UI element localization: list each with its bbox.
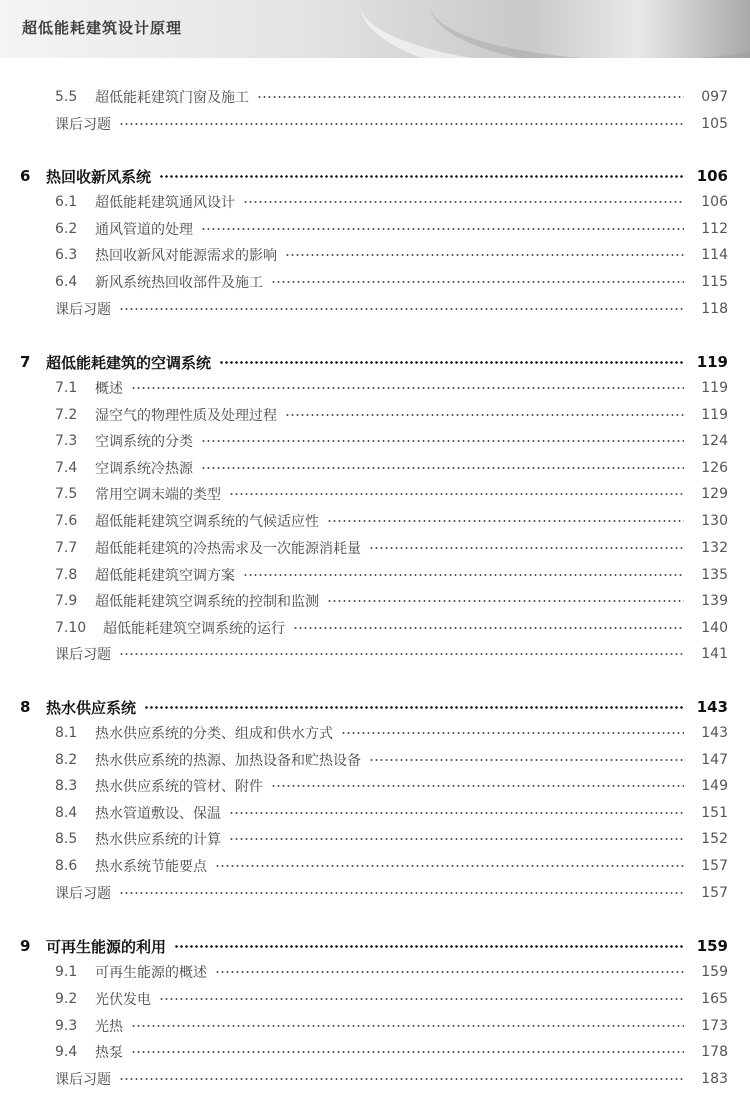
toc-section-row[interactable] bbox=[0, 218, 750, 240]
toc-page-number: 139 bbox=[701, 593, 728, 609]
toc-page-number: 118 bbox=[701, 301, 728, 317]
toc-entry-title: 超低能耗建筑的冷热需求及一次能源消耗量 bbox=[95, 541, 361, 557]
toc-section-row[interactable] bbox=[0, 722, 750, 744]
dot-leader bbox=[243, 201, 684, 203]
toc-entry-title: 概述 bbox=[95, 381, 123, 397]
toc-entry-title: 热水管道敷设、保温 bbox=[95, 806, 221, 822]
toc-section-row[interactable] bbox=[0, 564, 750, 586]
dot-leader bbox=[144, 706, 684, 709]
toc-page-number: 106 bbox=[696, 167, 728, 185]
toc-entry-title: 课后习题 bbox=[55, 117, 111, 133]
toc-entry-number: 7.6 bbox=[55, 513, 78, 529]
toc-page-number: 147 bbox=[701, 752, 728, 768]
dot-leader bbox=[201, 228, 684, 230]
toc-entry-title: 光热 bbox=[95, 1019, 123, 1035]
dot-leader bbox=[119, 123, 684, 125]
toc-entry-title: 空调系统冷热源 bbox=[95, 461, 193, 477]
toc-entry-title: 新风系统热回收部件及施工 bbox=[95, 275, 263, 291]
toc-page-number: 130 bbox=[701, 513, 728, 529]
toc-entry-title: 热水供应系统的计算 bbox=[95, 832, 221, 848]
toc-section-row[interactable] bbox=[0, 988, 750, 1010]
toc-page-number: 173 bbox=[701, 1018, 728, 1034]
toc-chapter-row[interactable] bbox=[0, 935, 750, 957]
toc-entry-number: 9.2 bbox=[55, 991, 78, 1007]
toc-page-number: 149 bbox=[701, 778, 728, 794]
toc-entry-title: 常用空调末端的类型 bbox=[95, 487, 221, 503]
toc-entry-number: 8.1 bbox=[55, 725, 78, 741]
toc-entry-number: 7.3 bbox=[55, 433, 78, 449]
toc-entry-title: 热水供应系统的管材、附件 bbox=[95, 779, 263, 795]
toc-page-number: 114 bbox=[701, 247, 728, 263]
toc-page-number: 152 bbox=[701, 831, 728, 847]
toc-section-row[interactable] bbox=[0, 191, 750, 213]
toc-page-number: 097 bbox=[701, 89, 728, 105]
toc-entry-number: 7.1 bbox=[55, 380, 78, 396]
toc-page-number: 119 bbox=[701, 407, 728, 423]
toc-page-number: 105 bbox=[701, 116, 728, 132]
toc-entry-number: 6.2 bbox=[55, 221, 78, 237]
toc-page-number: 132 bbox=[701, 540, 728, 556]
toc-page-number: 159 bbox=[696, 937, 728, 955]
dot-leader bbox=[131, 1025, 684, 1027]
toc-entry-number: 7.4 bbox=[55, 460, 78, 476]
toc-entry-number: 8.3 bbox=[55, 778, 78, 794]
toc-entry-number: 8.6 bbox=[55, 858, 78, 874]
dot-leader bbox=[215, 865, 684, 867]
toc-page-number: 140 bbox=[701, 620, 728, 636]
toc-entry-title: 课后习题 bbox=[55, 886, 111, 902]
toc-page-number: 157 bbox=[701, 858, 728, 874]
toc-entry-title: 通风管道的处理 bbox=[95, 222, 193, 238]
toc-section-row[interactable] bbox=[0, 775, 750, 797]
toc-entry-title: 超低能耗建筑空调系统的运行 bbox=[103, 621, 285, 637]
toc-entry-title: 热水系统节能要点 bbox=[95, 859, 207, 875]
dot-leader bbox=[327, 520, 684, 522]
toc-entry-number: 8.4 bbox=[55, 805, 78, 821]
dot-leader bbox=[327, 600, 684, 602]
dot-leader bbox=[243, 574, 684, 576]
toc-page-number: 143 bbox=[701, 725, 728, 741]
page-header bbox=[0, 0, 750, 58]
toc-entry-title: 可再生能源的利用 bbox=[46, 937, 167, 956]
toc-entry-number: 8 bbox=[20, 698, 31, 716]
toc-page-number: 165 bbox=[701, 991, 728, 1007]
dot-leader bbox=[341, 732, 684, 734]
toc-entry-number: 9 bbox=[20, 937, 31, 955]
toc-entry-title: 光伏发电 bbox=[95, 992, 151, 1008]
toc-page-number: 119 bbox=[696, 353, 728, 371]
toc-section-row[interactable] bbox=[0, 961, 750, 983]
dot-leader bbox=[271, 281, 684, 283]
toc-page-number: 178 bbox=[701, 1044, 728, 1060]
toc-section-row[interactable] bbox=[0, 828, 750, 850]
toc-exercise-row[interactable] bbox=[0, 1068, 750, 1090]
book-title: 超低能耗建筑设计原理 bbox=[22, 19, 183, 37]
toc-exercise-row[interactable] bbox=[0, 113, 750, 135]
toc-page-number: 135 bbox=[701, 567, 728, 583]
toc-page-number: 124 bbox=[701, 433, 728, 449]
toc-entry-title: 可再生能源的概述 bbox=[95, 965, 207, 981]
toc-entry-number: 5.5 bbox=[55, 89, 78, 105]
toc-entry-title: 空调系统的分类 bbox=[95, 434, 193, 450]
toc-section-row[interactable] bbox=[0, 404, 750, 426]
toc-entry-number: 7.9 bbox=[55, 593, 78, 609]
toc-entry-title: 超低能耗建筑空调方案 bbox=[95, 568, 235, 584]
toc-section-row[interactable] bbox=[0, 590, 750, 612]
toc-entry-title: 热回收新风系统 bbox=[46, 167, 152, 186]
toc-entry-number: 6.3 bbox=[55, 247, 78, 263]
toc-section-row[interactable] bbox=[0, 244, 750, 266]
dot-leader bbox=[131, 387, 684, 389]
toc-entry-number: 7.8 bbox=[55, 567, 78, 583]
toc-section-row[interactable] bbox=[0, 86, 750, 108]
toc-entry-number: 9.4 bbox=[55, 1044, 78, 1060]
dot-leader bbox=[229, 812, 684, 814]
toc-entry-title: 超低能耗建筑空调系统的气候适应性 bbox=[95, 514, 319, 530]
dot-leader bbox=[369, 759, 684, 761]
toc-page-number: 119 bbox=[701, 380, 728, 396]
dot-leader bbox=[159, 998, 684, 1000]
toc-section-row[interactable] bbox=[0, 1041, 750, 1063]
dot-leader bbox=[215, 971, 684, 973]
toc-section-row[interactable] bbox=[0, 271, 750, 293]
toc-page-number: 112 bbox=[701, 221, 728, 237]
dot-leader bbox=[369, 547, 684, 549]
dot-leader bbox=[119, 892, 684, 894]
dot-leader bbox=[201, 467, 684, 469]
dot-leader bbox=[271, 785, 684, 787]
toc-entry-number: 7.2 bbox=[55, 407, 78, 423]
dot-leader bbox=[219, 361, 684, 364]
toc-entry-number: 7.10 bbox=[55, 620, 87, 636]
dot-leader bbox=[119, 1078, 684, 1080]
toc-section-row[interactable] bbox=[0, 855, 750, 877]
toc-exercise-row[interactable] bbox=[0, 643, 750, 665]
toc-page-number: 183 bbox=[701, 1071, 728, 1087]
toc-section-row[interactable] bbox=[0, 483, 750, 505]
toc-entry-title: 课后习题 bbox=[55, 302, 111, 318]
toc-entry-number: 6.4 bbox=[55, 274, 78, 290]
toc-entry-title: 超低能耗建筑通风设计 bbox=[95, 195, 235, 211]
toc-entry-number: 8.5 bbox=[55, 831, 78, 847]
toc-page-number: 106 bbox=[701, 194, 728, 210]
toc-entry-number: 7.7 bbox=[55, 540, 78, 556]
dot-leader bbox=[159, 175, 684, 178]
toc-entry-title: 超低能耗建筑门窗及施工 bbox=[95, 90, 249, 106]
toc-section-row[interactable] bbox=[0, 430, 750, 452]
toc-page-number: 129 bbox=[701, 486, 728, 502]
toc-entry-number: 7.5 bbox=[55, 486, 78, 502]
dot-leader bbox=[229, 838, 684, 840]
dot-leader bbox=[229, 493, 684, 495]
toc-entry-title: 热水供应系统的分类、组成和供水方式 bbox=[95, 726, 333, 742]
toc-entry-title: 热回收新风对能源需求的影响 bbox=[95, 248, 277, 264]
toc-section-row[interactable] bbox=[0, 617, 750, 639]
toc-entry-title: 课后习题 bbox=[55, 647, 111, 663]
toc-entry-number: 8.2 bbox=[55, 752, 78, 768]
toc-exercise-row[interactable] bbox=[0, 298, 750, 320]
toc-chapter-row[interactable] bbox=[0, 351, 750, 373]
toc-entry-title: 热泵 bbox=[95, 1045, 123, 1061]
toc-page-number: 115 bbox=[701, 274, 728, 290]
dot-leader bbox=[201, 440, 684, 442]
toc-page-number: 126 bbox=[701, 460, 728, 476]
toc-entry-title: 热水供应系统的热源、加热设备和贮热设备 bbox=[95, 753, 361, 769]
toc-section-row[interactable] bbox=[0, 1015, 750, 1037]
toc-entry-number: 7 bbox=[20, 353, 31, 371]
dot-leader bbox=[119, 308, 684, 310]
toc-section-row[interactable] bbox=[0, 457, 750, 479]
toc-entry-number: 9.1 bbox=[55, 964, 78, 980]
dot-leader bbox=[257, 96, 684, 98]
toc-entry-title: 课后习题 bbox=[55, 1072, 111, 1088]
toc-section-row[interactable] bbox=[0, 377, 750, 399]
toc-page-number: 141 bbox=[701, 646, 728, 662]
dot-leader bbox=[293, 627, 684, 629]
toc-section-row[interactable] bbox=[0, 802, 750, 824]
toc-chapter-row[interactable] bbox=[0, 696, 750, 718]
toc-chapter-row[interactable] bbox=[0, 165, 750, 187]
dot-leader bbox=[131, 1051, 684, 1053]
dot-leader bbox=[119, 653, 684, 655]
toc-exercise-row[interactable] bbox=[0, 882, 750, 904]
toc-entry-title: 超低能耗建筑空调系统的控制和监测 bbox=[95, 594, 319, 610]
toc-section-row[interactable] bbox=[0, 749, 750, 771]
dot-leader bbox=[174, 945, 684, 948]
toc-entry-number: 9.3 bbox=[55, 1018, 78, 1034]
toc-entry-title: 超低能耗建筑的空调系统 bbox=[46, 353, 212, 372]
toc-page-number: 157 bbox=[701, 885, 728, 901]
toc-section-row[interactable] bbox=[0, 510, 750, 532]
toc-page-number: 151 bbox=[701, 805, 728, 821]
toc-entry-title: 湿空气的物理性质及处理过程 bbox=[95, 408, 277, 424]
toc-entry-number: 6.1 bbox=[55, 194, 78, 210]
toc-entry-number: 6 bbox=[20, 167, 31, 185]
toc-entry-title: 热水供应系统 bbox=[46, 698, 137, 717]
toc-page-number: 143 bbox=[696, 698, 728, 716]
dot-leader bbox=[285, 254, 684, 256]
dot-leader bbox=[285, 414, 684, 416]
toc-section-row[interactable] bbox=[0, 537, 750, 559]
toc-page-number: 159 bbox=[701, 964, 728, 980]
